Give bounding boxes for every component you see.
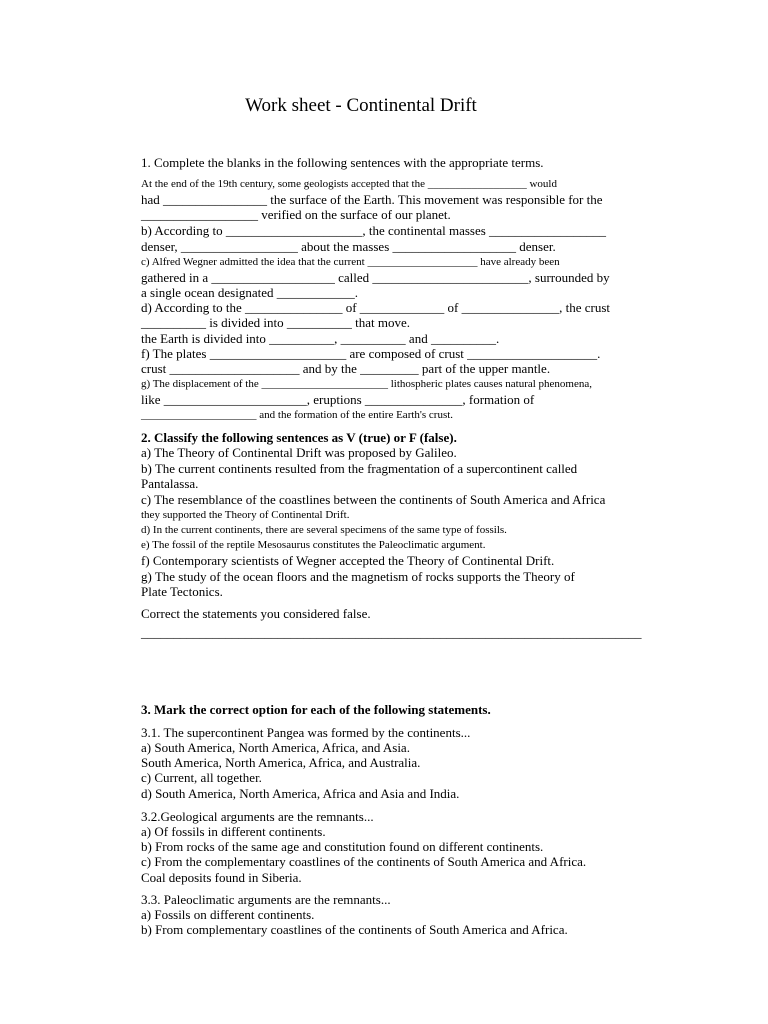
section1-line: denser, __________________ about the masses ___________________ denser. [141, 239, 556, 254]
section1-line: a single ocean designated ____________. [141, 285, 358, 300]
section1-line: _____________________ and the formation of the entire Earth's crust. [141, 409, 454, 421]
correct-prompt: Correct the statements you considered false. [141, 606, 371, 621]
section1-heading: 1. Complete the blanks in the following sentences with the appropriate terms. [141, 155, 544, 170]
option-line: a) Of fossils in different continents. [141, 824, 326, 839]
section1-line: like ______________________, eruptions _______________, formation of [141, 392, 535, 407]
section1-line: had ________________ the surface of the Earth. This movement was responsible for the [141, 192, 603, 207]
section1-line: d) According to the _______________ of _____________ of _______________, the crust [141, 300, 611, 315]
section1-line: c) Alfred Wegner admitted the idea that the current ____________________ have already been [141, 256, 560, 268]
section1-line: __________________ verified on the surface of our planet. [141, 207, 451, 222]
question-stem: 3.3. Paleoclimatic arguments are the remnants... [141, 892, 391, 907]
option-line: Coal deposits found in Siberia. [141, 870, 302, 885]
option-line: a) Fossils on different continents. [141, 907, 315, 922]
statement-line: g) The study of the ocean floors and the magnetism of rocks supports the Theory of [141, 569, 575, 584]
option-line: c) From the complementary coastlines of the continents of South America and Africa. [141, 854, 587, 869]
section1-line: At the end of the 19th century, some geologists accepted that the __________________ would [141, 178, 557, 190]
section1-line: b) According to _____________________, the continental masses __________________ [141, 223, 607, 238]
statement-line: d) In the current continents, there are several specimens of the same type of fossils. [141, 524, 507, 536]
option-line: a) South America, North America, Africa, and Asia. [141, 740, 410, 755]
statement-line: Pantalassa. [141, 476, 199, 491]
section1-line: __________ is divided into __________ that move. [141, 315, 411, 330]
option-line: b) From rocks of the same age and constitution found on different continents. [141, 839, 544, 854]
section1-line: g) The displacement of the _______________________ lithospheric plates causes natural phenomena, [141, 378, 592, 390]
question-stem: 3.1. The supercontinent Pangea was formed by the continents... [141, 725, 471, 740]
option-line: d) South America, North America, Africa and Asia and India. [141, 786, 460, 801]
option-line: b) From complementary coastlines of the continents of South America and Africa. [141, 922, 568, 937]
option-line: c) Current, all together. [141, 770, 262, 785]
section1-line: f) The plates _____________________ are composed of crust ____________________. [141, 346, 601, 361]
section2-heading: 2. Classify the following sentences as V (true) or F (false). [141, 430, 457, 445]
question-stem: 3.2.Geological arguments are the remnants... [141, 809, 374, 824]
section1-line: crust ____________________ and by the _________ part of the upper mantle. [141, 361, 551, 376]
statement-line: they supported the Theory of Continental Drift. [141, 509, 350, 521]
statement-line: b) The current continents resulted from the fragmentation of a supercontinent called [141, 461, 578, 476]
section1-line: the Earth is divided into __________, __________ and __________. [141, 331, 500, 346]
statement-line: a) The Theory of Continental Drift was proposed by Galileo. [141, 445, 457, 460]
statement-line: e) The fossil of the reptile Mesosaurus constitutes the Paleoclimatic argument. [141, 539, 486, 551]
section1-line: gathered in a ___________________ called ________________________, surrounded by [141, 270, 610, 285]
option-line: South America, North America, Africa, and Australia. [141, 755, 421, 770]
statement-line: f) Contemporary scientists of Wegner accepted the Theory of Continental Drift. [141, 553, 555, 568]
page-title: Work sheet - Continental Drift [245, 95, 477, 116]
section3-heading: 3. Mark the correct option for each of the following statements. [141, 702, 491, 717]
answer-line: _____________________________________________________________________________ [141, 625, 642, 640]
statement-line: Plate Tectonics. [141, 584, 223, 599]
statement-line: c) The resemblance of the coastlines between the continents of South America and Africa [141, 492, 606, 507]
